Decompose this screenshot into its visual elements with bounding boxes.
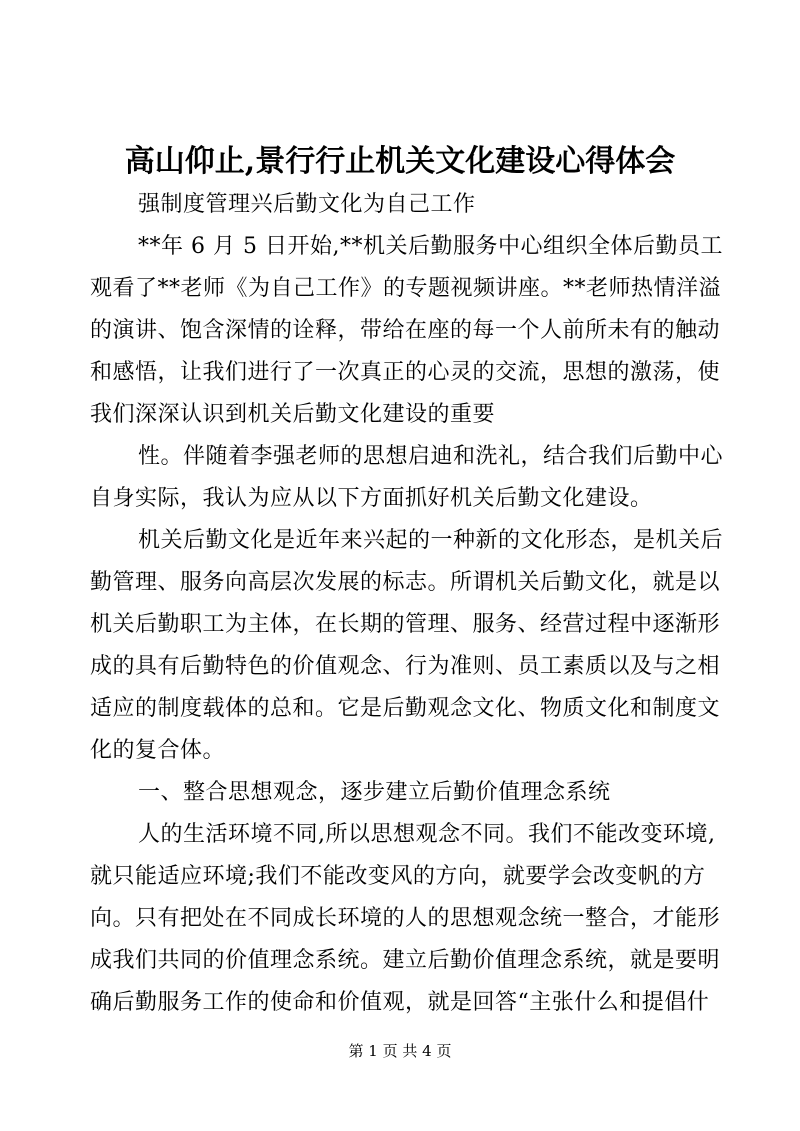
paragraph-line: 机关后勤文化是近年来兴起的一种新的文化形态，是机关后 [138, 528, 724, 553]
document-title: 高山仰止,景行行止机关文化建设心得体会 [124, 144, 676, 179]
paragraph-line: 向。只有把处在不同成长环境的人的思想观念统一整合，才能形 [90, 906, 721, 931]
paragraph-line: **年 6 月 5 日开始,**机关后勤服务中心组织全体后勤员工 [138, 234, 723, 259]
paragraph-environment [90, 814, 721, 1024]
section-heading [90, 772, 706, 814]
page-number-footer: 第 1 页 共 4 页 [348, 1042, 452, 1060]
paragraph-line: 一、整合思想观念，逐步建立后勤价值理念系统 [138, 780, 611, 805]
paragraph-line: 勤管理、服务向高层次发展的标志。所谓机关后勤文化，就是以 [90, 570, 721, 595]
paragraph-line: 自身实际，我认为应从以下方面抓好机关后勤文化建设。 [90, 486, 653, 511]
paragraph-intro [90, 226, 723, 436]
paragraph-line: 人的生活环境不同,所以思想观念不同。我们不能改变环境, [138, 822, 716, 847]
paragraph-line: 化的复合体。 [90, 738, 226, 763]
paragraph-subtitle [90, 184, 706, 226]
paragraph-line: 成我们共同的价值理念系统。建立后勤价值理念系统，就是要明 [90, 948, 721, 973]
paragraph-line: 就只能适应环境;我们不能改变风的方向，就要学会改变帆的方 [90, 864, 706, 889]
paragraph-line: 性。伴随着李强老师的思想启迪和洗礼，结合我们后勤中心 [138, 444, 724, 469]
paragraph-line: 确后勤服务工作的使命和价值观，就是回答“主张什么和提倡什 [90, 990, 710, 1015]
paragraph-definition [90, 520, 724, 772]
paragraph-line: 成的具有后勤特色的价值观念、行为准则、员工素质以及与之相 [90, 654, 721, 679]
paragraph-line: 的演讲、饱含深情的诠释，带给在座的每一个人前所未有的触动 [90, 318, 721, 343]
paragraph-line: 适应的制度载体的总和。它是后勤观念文化、物质文化和制度文 [90, 696, 721, 721]
paragraph-line: 机关后勤职工为主体，在长期的管理、服务、经营过程中逐渐形 [90, 612, 721, 637]
paragraph-continuation [90, 436, 724, 520]
paragraph-line: 强制度管理兴后勤文化为自己工作 [138, 192, 476, 217]
paragraph-line: 我们深深认识到机关后勤文化建设的重要 [90, 402, 496, 427]
paragraph-line: 和感悟，让我们进行了一次真正的心灵的交流，思想的激荡，使 [90, 360, 721, 385]
paragraph-line: 观看了**老师《为自己工作》的专题视频讲座。**老师热情洋溢 [90, 276, 722, 301]
